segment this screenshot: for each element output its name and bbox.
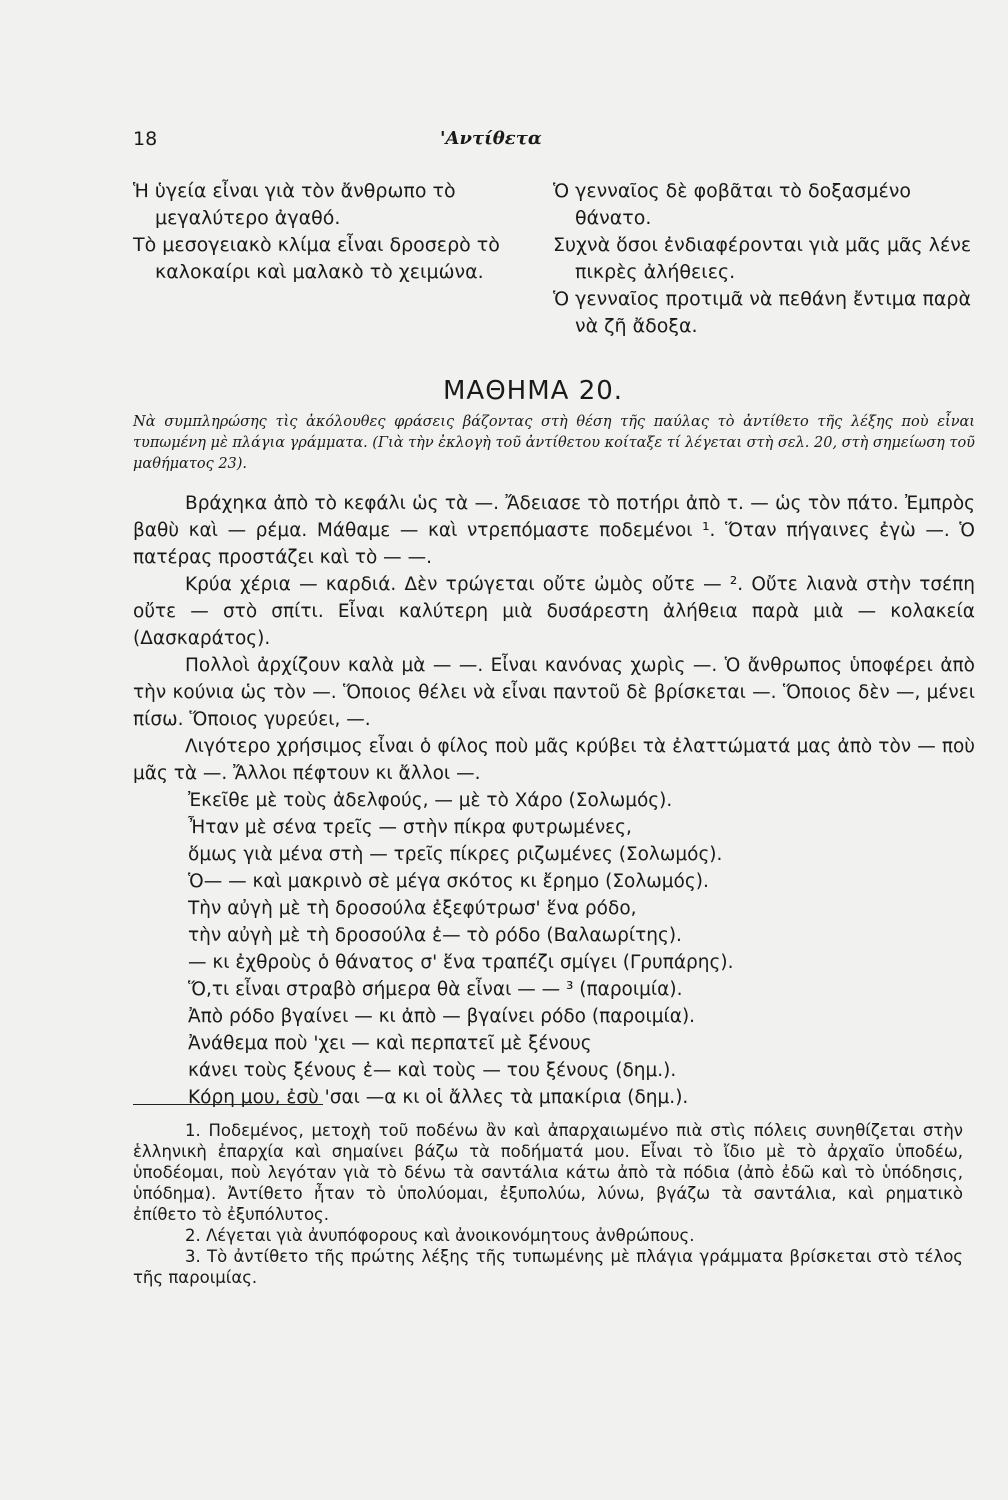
left-sentence: Ἡ ὑγεία εἶναι γιὰ τὸν ἄνθρωπο τὸ μεγαλύτερο ἀγαθό. xyxy=(133,180,456,229)
footnote: 1. Ποδεμένος, μετοχὴ τοῦ ποδένω ἂν καὶ ἀπαρχαιωμένο πιὰ στὶς πόλεις συνηθίζεται στὴν ἑλληνικὴ ἐπαρχία καὶ σημαίνει βάζω τὰ ποδήματά μου. Εἶναι τὸ ἴδιο μὲ τὸ ἀρχαῖο ὑποδέω, ὑποδέομαι, ποὺ λεγόταν γιὰ τὸ δένω τὰ σαντάλια κάτω ἀπὸ τὰ πόδια (ἀπὸ ἐδῶ καὶ τὸ ὑπόδησις, ὑπόδημα). Ἀντίθετο ἦταν τὸ ὑπολύομαι, ἐξυπολύω, λύνω, βγάζω τὰ σαντάλια, καὶ ρηματικὸ ἐπίθετο τὸ ἐξυπόλυτος. xyxy=(133,1121,963,1224)
verse-line: Ἀνάθεμα ποὺ 'χει — καὶ περπατεῖ μὲ ξένους xyxy=(188,1033,592,1054)
verse-line: ὅμως γιὰ μένα στὴ — τρεῖς πίκρες ριζωμένες (Σολωμός). xyxy=(188,844,723,865)
exercise-body xyxy=(133,490,975,1111)
footnote-divider xyxy=(133,1104,323,1105)
exercise-paragraph: Λιγότερο χρήσιμος εἶναι ὁ φίλος ποὺ μᾶς κρύβει τὰ ἐλαττώματά μας ἀπὸ τὸν — ποὺ μᾶς τὰ —. Ἄλλοι πέφτουν κι ἄλλοι —. xyxy=(133,736,975,784)
left-column xyxy=(133,178,523,286)
left-sentence: Τὸ μεσογειακὸ κλίμα εἶναι δροσερὸ τὸ καλοκαίρι καὶ μαλακὸ τὸ χειμώνα. xyxy=(133,234,500,283)
footnotes xyxy=(133,1120,963,1288)
lesson-title: ΜΑΘΗΜΑ 20. xyxy=(443,376,624,406)
verse-line: κάνει τοὺς ξένους ἐ— καὶ τοὺς — του ξένους (δημ.). xyxy=(188,1060,677,1081)
verse-line: Ἀπὸ ρόδο βγαίνει — κι ἀπὸ — βγαίνει ρόδο (παροιμία). xyxy=(188,1006,696,1027)
right-sentence: Ὁ γενναῖος δὲ φοβᾶται τὸ δοξασμένο θάνατο. xyxy=(553,180,911,229)
exercise-paragraph: Κρύα χέρια — καρδιά. Δὲν τρώγεται οὔτε ὠμὸς οὔτε — ². Οὔτε λιανὰ στὴν τσέπη οὔτε — στὸ σπίτι. Εἶναι καλύτερη μιὰ δυσάρεστη ἀλήθεια παρὰ μιὰ — κολακεία (Δασκαράτος). xyxy=(133,574,975,649)
exercise-paragraph: Βράχηκα ἀπὸ τὸ κεφάλι ὡς τὰ —. Ἄδειασε τὸ ποτήρι ἀπὸ τ. — ὡς τὸν πάτο. Ἐμπρὸς βαθὺ καὶ — ρέμα. Μάθαμε — καὶ ντρεπόμαστε ποδεμένοι ¹. Ὅταν πήγαινες ἐγὼ —. Ὁ πατέρας προστάζει καὶ τὸ — —. xyxy=(133,493,975,568)
right-sentence: Συχνὰ ὅσοι ἐνδιαφέρονται γιὰ μᾶς μᾶς λένε πικρὲς ἀλήθειες. xyxy=(553,234,972,283)
verse-line: Ἦταν μὲ σένα τρεῖς — στὴν πίκρα φυτρωμένες, xyxy=(188,817,632,838)
footnote: 3. Τὸ ἀντίθετο τῆς πρώτης λέξης τῆς τυπωμένης μὲ πλάγια γράμματα βρίσκεται στὸ τέλος τῆς παροιμίας. xyxy=(133,1247,963,1287)
verse-line: Ἐκεῖθε μὲ τοὺς ἀδελφούς, — μὲ τὸ Χάρο (Σολωμός). xyxy=(188,790,673,811)
verse-line: Ὅ,τι εἶναι στραβὸ σήμερα θὰ εἶναι — — ³ (παροιμία). xyxy=(188,979,683,1000)
verse-line: Ὁ— — καὶ μακρινὸ σὲ μέγα σκότος κι ἔρημο (Σολωμός). xyxy=(188,871,709,892)
verse-line: τὴν αὐγὴ μὲ τὴ δροσούλα ἐ— τὸ ρόδο (Βαλαωρίτης). xyxy=(188,925,682,946)
footnote: 2. Λέγεται γιὰ ἀνυπόφορους καὶ ἀνοικονόμητους ἀνθρώπους. xyxy=(185,1226,695,1245)
verse-line: — κι ἐχθροὺς ὁ θάνατος σ' ἕνα τραπέζι σμίγει (Γρυπάρης). xyxy=(188,952,734,973)
running-title: 'Αντίθετα xyxy=(440,128,542,149)
verse-line: Τὴν αὐγὴ μὲ τὴ δροσούλα ἐξεφύτρωσ' ἕνα ρόδο, xyxy=(188,898,637,919)
verse-line: Κόρη μου, ἐσὺ 'σαι —α κι οἱ ἄλλες τὰ μπακίρια (δημ.). xyxy=(188,1087,689,1108)
exercise-paragraph: Πολλοὶ ἀρχίζουν καλὰ μὰ — —. Εἶναι κανόνας χωρὶς —. Ὁ ἄνθρωπος ὑποφέρει ἀπὸ τὴν κούνια ὡς τὸν —. Ὅποιος θέλει νὰ εἶναι παντοῦ δὲ βρίσκεται —. Ὅποιος δὲν —, μένει πίσω. Ὅποιος γυρεύει, —. xyxy=(133,655,975,730)
right-sentence: Ὁ γενναῖος προτιμᾶ νὰ πεθάνη ἔντιμα παρὰ νὰ ζῆ ἄδοξα. xyxy=(553,288,971,337)
right-column xyxy=(553,178,983,340)
page-number: 18 xyxy=(133,128,158,150)
exercise-instruction: Νὰ συμπληρώσης τὶς ἀκόλουθες φράσεις βάζοντας στὴ θέση τῆς παύλας τὸ ἀντίθετο τῆς λέξης ποὺ εἶναι τυπωμένη μὲ πλάγια γράμματα. (Γιὰ τὴν ἐκλογὴ τοῦ ἀντίθετου κοίταξε τί λέγεται στὴ σελ. 20, στὴ σημείωση τοῦ μαθήματος 23). xyxy=(133,414,975,472)
